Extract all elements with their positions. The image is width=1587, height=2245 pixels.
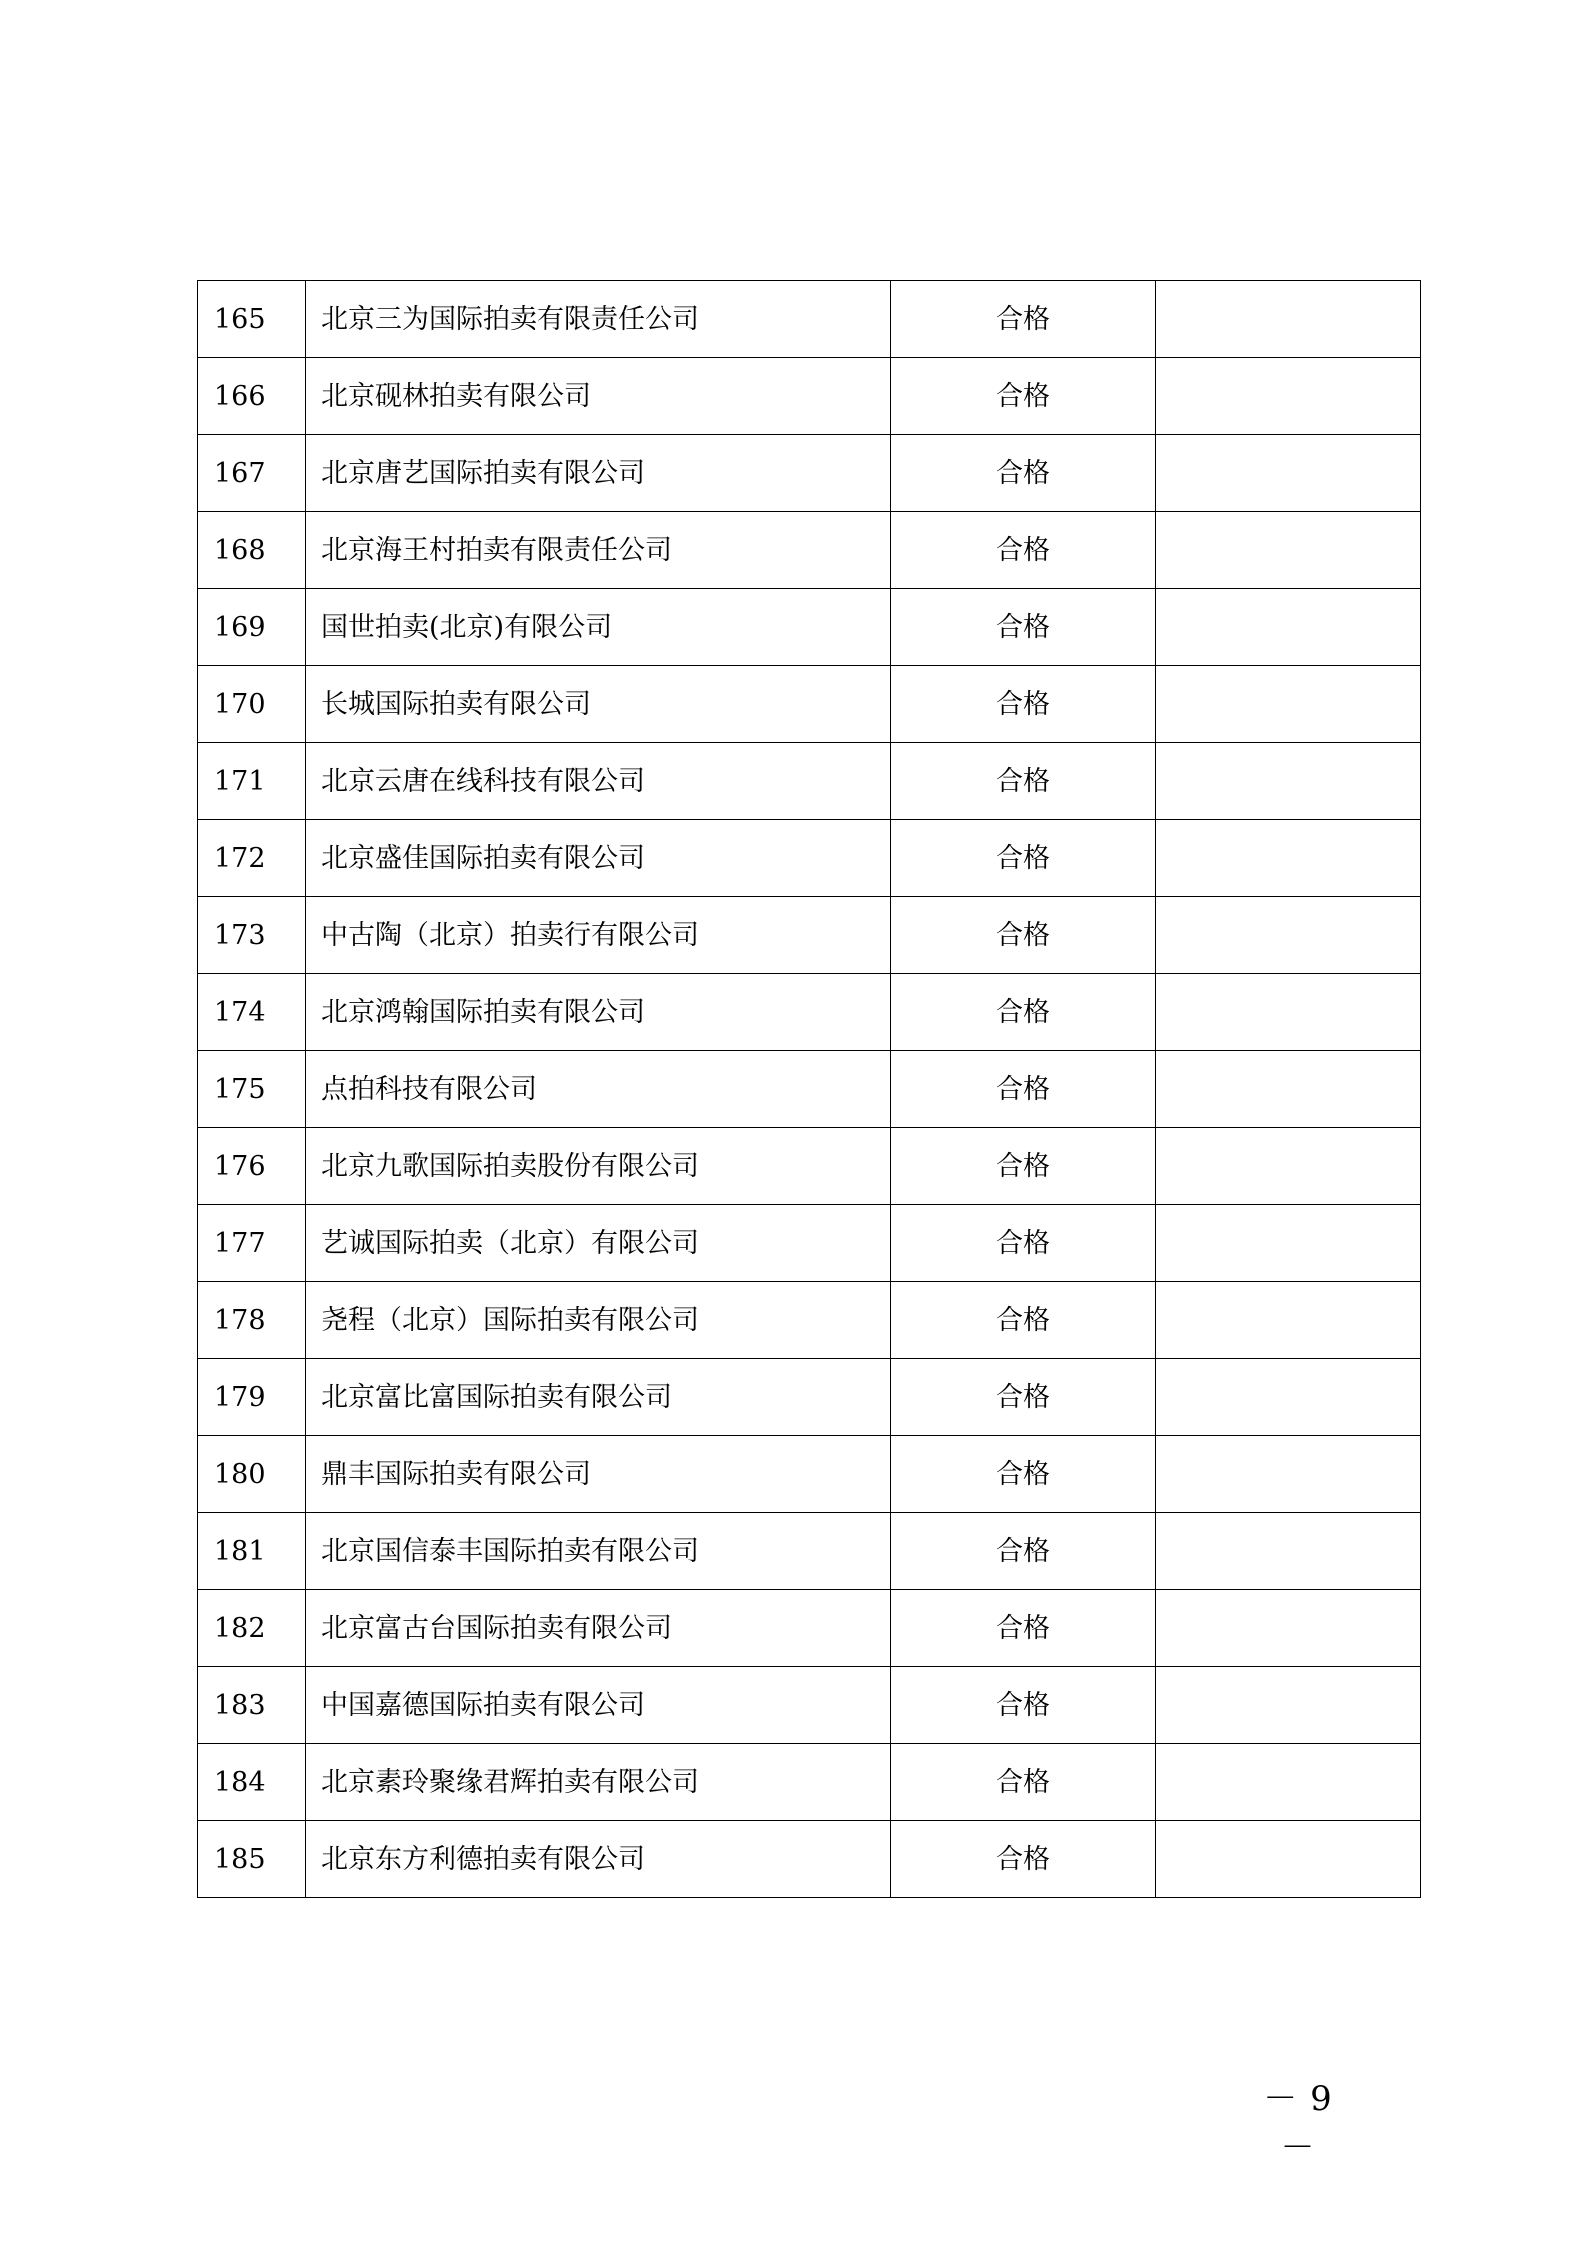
result-cell: 合格	[891, 820, 1156, 897]
result-cell: 合格	[891, 512, 1156, 589]
row-number-cell: 165	[198, 281, 306, 358]
note-cell	[1156, 1359, 1421, 1436]
result-cell: 合格	[891, 1744, 1156, 1821]
table-row	[198, 1051, 1421, 1128]
table-row	[198, 435, 1421, 512]
company-name-cell: 北京盛佳国际拍卖有限公司	[306, 820, 891, 897]
table-row	[198, 820, 1421, 897]
company-name-cell: 北京素玲聚缘君辉拍卖有限公司	[306, 1744, 891, 1821]
note-cell	[1156, 1282, 1421, 1359]
note-cell	[1156, 820, 1421, 897]
company-name-cell: 点拍科技有限公司	[306, 1051, 891, 1128]
company-name-cell: 中古陶（北京）拍卖行有限公司	[306, 897, 891, 974]
company-name-cell: 北京国信泰丰国际拍卖有限公司	[306, 1513, 891, 1590]
table-row	[198, 1359, 1421, 1436]
note-cell	[1156, 512, 1421, 589]
company-name-cell: 北京富古台国际拍卖有限公司	[306, 1590, 891, 1667]
result-cell: 合格	[891, 1590, 1156, 1667]
row-number-cell: 169	[198, 589, 306, 666]
result-cell: 合格	[891, 1513, 1156, 1590]
table-row	[198, 358, 1421, 435]
company-name-cell: 北京鸿翰国际拍卖有限公司	[306, 974, 891, 1051]
results-table-body	[198, 281, 1421, 1898]
row-number-cell: 185	[198, 1821, 306, 1898]
results-table	[197, 280, 1421, 1898]
table-row	[198, 1128, 1421, 1205]
result-cell: 合格	[891, 1282, 1156, 1359]
row-number-cell: 173	[198, 897, 306, 974]
row-number-cell: 182	[198, 1590, 306, 1667]
company-name-cell: 北京富比富国际拍卖有限公司	[306, 1359, 891, 1436]
row-number-cell: 171	[198, 743, 306, 820]
note-cell	[1156, 743, 1421, 820]
result-cell: 合格	[891, 666, 1156, 743]
note-cell	[1156, 1821, 1421, 1898]
row-number-cell: 176	[198, 1128, 306, 1205]
result-cell: 合格	[891, 589, 1156, 666]
note-cell	[1156, 589, 1421, 666]
note-cell	[1156, 1205, 1421, 1282]
note-cell	[1156, 1744, 1421, 1821]
note-cell	[1156, 358, 1421, 435]
company-name-cell: 北京砚林拍卖有限公司	[306, 358, 891, 435]
table-row	[198, 1282, 1421, 1359]
result-cell: 合格	[891, 1667, 1156, 1744]
result-cell: 合格	[891, 897, 1156, 974]
note-cell	[1156, 897, 1421, 974]
table-row	[198, 1436, 1421, 1513]
table-row	[198, 1513, 1421, 1590]
company-name-cell: 鼎丰国际拍卖有限公司	[306, 1436, 891, 1513]
company-name-cell: 长城国际拍卖有限公司	[306, 666, 891, 743]
note-cell	[1156, 1128, 1421, 1205]
row-number-cell: 184	[198, 1744, 306, 1821]
note-cell	[1156, 666, 1421, 743]
table-row	[198, 1667, 1421, 1744]
row-number-cell: 179	[198, 1359, 306, 1436]
note-cell	[1156, 1513, 1421, 1590]
row-number-cell: 168	[198, 512, 306, 589]
note-cell	[1156, 435, 1421, 512]
company-name-cell: 北京九歌国际拍卖股份有限公司	[306, 1128, 891, 1205]
result-cell: 合格	[891, 435, 1156, 512]
row-number-cell: 177	[198, 1205, 306, 1282]
table-row	[198, 281, 1421, 358]
table-row	[198, 1590, 1421, 1667]
table-row	[198, 743, 1421, 820]
row-number-cell: 166	[198, 358, 306, 435]
note-cell	[1156, 1436, 1421, 1513]
company-name-cell: 艺诚国际拍卖（北京）有限公司	[306, 1205, 891, 1282]
table-row	[198, 1744, 1421, 1821]
result-cell: 合格	[891, 1821, 1156, 1898]
company-name-cell: 北京东方利德拍卖有限公司	[306, 1821, 891, 1898]
result-cell: 合格	[891, 281, 1156, 358]
result-cell: 合格	[891, 1359, 1156, 1436]
row-number-cell: 170	[198, 666, 306, 743]
note-cell	[1156, 1051, 1421, 1128]
result-cell: 合格	[891, 358, 1156, 435]
result-cell: 合格	[891, 974, 1156, 1051]
row-number-cell: 175	[198, 1051, 306, 1128]
page-number: － 9 －	[1263, 2079, 1333, 2168]
note-cell	[1156, 974, 1421, 1051]
result-cell: 合格	[891, 1205, 1156, 1282]
row-number-cell: 174	[198, 974, 306, 1051]
table-row	[198, 1821, 1421, 1898]
company-name-cell: 尧程（北京）国际拍卖有限公司	[306, 1282, 891, 1359]
result-cell: 合格	[891, 1128, 1156, 1205]
company-name-cell: 国世拍卖(北京)有限公司	[306, 589, 891, 666]
table-row	[198, 974, 1421, 1051]
row-number-cell: 181	[198, 1513, 306, 1590]
result-cell: 合格	[891, 1051, 1156, 1128]
table-row	[198, 897, 1421, 974]
company-name-cell: 北京三为国际拍卖有限责任公司	[306, 281, 891, 358]
company-name-cell: 中国嘉德国际拍卖有限公司	[306, 1667, 891, 1744]
note-cell	[1156, 1590, 1421, 1667]
company-name-cell: 北京唐艺国际拍卖有限公司	[306, 435, 891, 512]
table-row	[198, 512, 1421, 589]
table-row	[198, 1205, 1421, 1282]
company-name-cell: 北京海王村拍卖有限责任公司	[306, 512, 891, 589]
row-number-cell: 180	[198, 1436, 306, 1513]
table-row	[198, 666, 1421, 743]
note-cell	[1156, 1667, 1421, 1744]
row-number-cell: 167	[198, 435, 306, 512]
note-cell	[1156, 281, 1421, 358]
row-number-cell: 183	[198, 1667, 306, 1744]
row-number-cell: 178	[198, 1282, 306, 1359]
company-name-cell: 北京云唐在线科技有限公司	[306, 743, 891, 820]
result-cell: 合格	[891, 1436, 1156, 1513]
table-row	[198, 589, 1421, 666]
row-number-cell: 172	[198, 820, 306, 897]
result-cell: 合格	[891, 743, 1156, 820]
